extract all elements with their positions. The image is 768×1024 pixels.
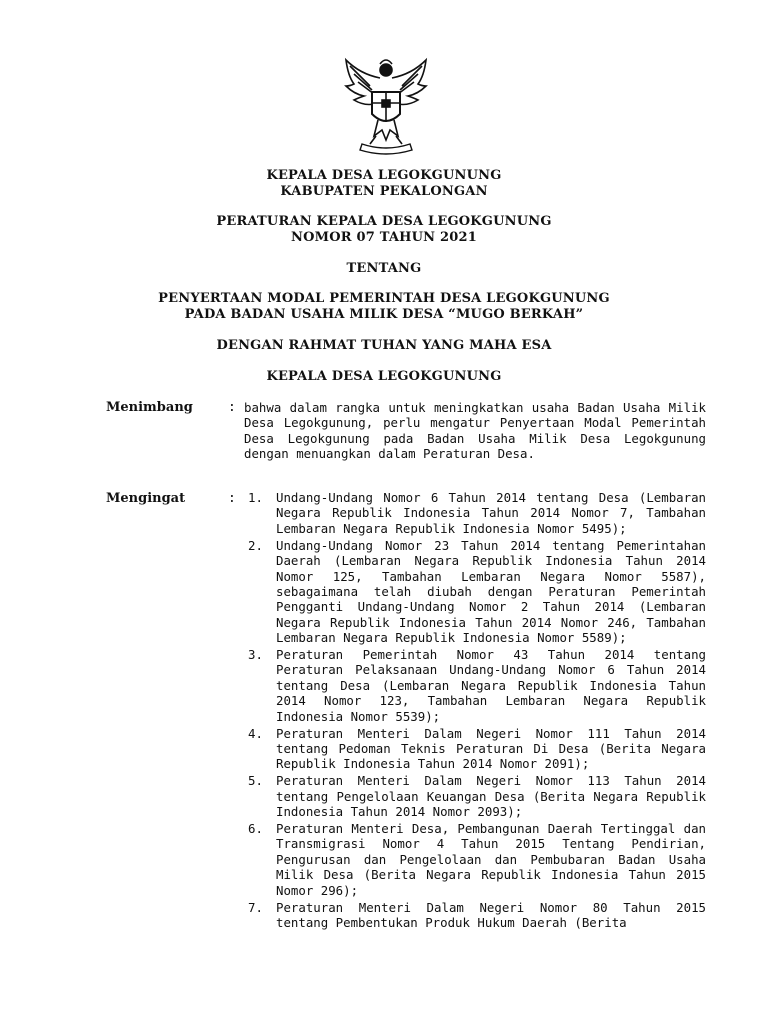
menimbang-colon: : <box>228 400 236 415</box>
garuda-emblem-icon <box>340 56 432 156</box>
header-title-line2: KABUPATEN PEKALONGAN <box>280 184 488 199</box>
subject-line2: PADA BADAN USAHA MILIK DESA “MUGO BERKAH” <box>184 307 584 322</box>
regulation-number: NOMOR 07 TAHUN 2021 <box>291 230 477 245</box>
subject-line1: PENYERTAAN MODAL PEMERINTAH DESA LEGOKGUNUNG <box>158 291 610 306</box>
list-item-number: 2. <box>248 537 263 553</box>
list-item <box>244 773 706 819</box>
list-item-number: 6. <box>248 821 263 837</box>
list-item <box>244 538 706 646</box>
regulation-title: PERATURAN KEPALA DESA LEGOKGUNUNG <box>216 214 552 229</box>
list-item-text: Peraturan Menteri Dalam Negeri Nomor 80 Tahun 2015 tentang Pembentukan Produk Hukum Daerah (Berita <box>276 899 706 930</box>
list-item-text: Undang-Undang Nomor 23 Tahun 2014 tentang Pemerintahan Daerah (Lembaran Negara Republik Indonesia Tahun 2014 Nomor 125, Tambahan Lembaran Negara Nomor 5587), sebagaimana telah diubah dengan Peraturan Pemerintah Pengganti Undang-Undang Nomor 2 Tahun 2014 (Lembaran Negara Republik Indonesia Tahun 2014 Nomor 246, Tambahan Lembaran Negara Republik Indonesia Nomor 5589); <box>276 537 706 646</box>
issuer-line: KEPALA DESA LEGOKGUNUNG <box>266 369 502 384</box>
list-item-number: 5. <box>248 773 263 789</box>
list-item-number: 3. <box>248 647 263 663</box>
list-item-text: Peraturan Menteri Desa, Pembangunan Daerah Tertinggal dan Transmigrasi Nomor 4 Tahun 2015 Tentang Pendirian, Pengurusan dan Pengelolaan dan Pembubaran Badan Usaha Milik Desa (Berita Negara Republik Indonesia Tahun 2015 Nomor 296); <box>276 821 706 898</box>
mengingat-list <box>244 490 706 932</box>
list-item-text: Peraturan Menteri Dalam Negeri Nomor 113 Tahun 2014 tentang Pengelolaan Keuangan Desa (Berita Negara Republik Indonesia Tahun 2014 Nomor 2093); <box>276 773 706 820</box>
list-item-text: Peraturan Menteri Dalam Negeri Nomor 111 Tahun 2014 tentang Pedoman Teknis Peraturan Di Desa (Berita Negara Republik Indonesia Tahun 2014 Nomor 2091); <box>276 725 706 772</box>
tentang-heading: TENTANG <box>346 261 422 276</box>
menimbang-text: bahwa dalam rangka untuk meningkatkan usaha Badan Usaha Milik Desa Legokgunung, perlu mengatur Penyertaan Modal Pemerintah Desa Legokgunung pada Badan Usaha Milik Desa Legokgunung dengan menuangkan dalam Peraturan Desa. <box>244 400 706 462</box>
list-item <box>244 821 706 898</box>
list-item <box>244 726 706 772</box>
list-item-number: 1. <box>248 490 263 505</box>
mengingat-label: Mengingat <box>106 491 186 506</box>
header-title-line1: KEPALA DESA LEGOKGUNUNG <box>266 168 502 183</box>
mengingat-colon: : <box>228 491 236 506</box>
list-item-number: 7. <box>248 899 263 915</box>
list-item-number: 4. <box>248 725 263 741</box>
rahmat-line: DENGAN RAHMAT TUHAN YANG MAHA ESA <box>216 338 552 353</box>
list-item <box>244 647 706 724</box>
menimbang-label: Menimbang <box>106 400 193 415</box>
list-item-text: Peraturan Pemerintah Nomor 43 Tahun 2014 tentang Peraturan Pelaksanaan Undang-Undang Nomor 6 Tahun 2014 tentang Desa (Lembaran Negara Republik Indonesia Tahun 2014 Nomor 123, Tambahan Lembaran Negara Republik Indonesia Nomor 5539); <box>276 647 706 724</box>
list-item-text: Undang-Undang Nomor 6 Tahun 2014 tentang Desa (Lembaran Negara Republik Indonesia Tahun 2014 Nomor 7, Tambahan Lembaran Negara Republik Indonesia Nomor 5495); <box>276 490 706 536</box>
list-item <box>244 490 706 536</box>
list-item <box>244 900 706 931</box>
